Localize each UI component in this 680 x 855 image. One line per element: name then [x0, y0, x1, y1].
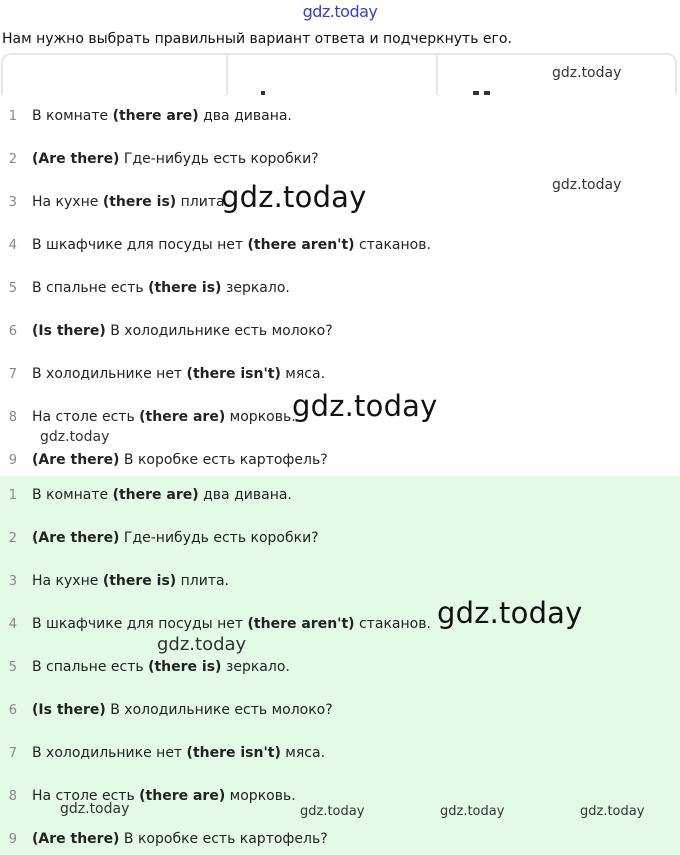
answer-option: (there isn't) [186, 366, 281, 382]
sentence-row [0, 406, 296, 428]
sentence-text: (Are there) В коробке есть картофель? [32, 452, 328, 468]
answer-option: (Is there) [32, 702, 106, 718]
watermark: gdz.today [300, 804, 365, 819]
sentence-number: 8 [8, 788, 17, 804]
answer-option: (there is) [102, 573, 177, 589]
sentence-row [0, 105, 292, 127]
sentence-text: В холодильнике нет (there isn't) мяса. [32, 745, 326, 761]
sentence-row [0, 191, 229, 213]
site-header-logo[interactable]: gdz.today [302, 2, 378, 21]
tab-divider [436, 55, 438, 97]
watermark: gdz.today [552, 65, 622, 81]
sentence-row [0, 656, 290, 678]
sentence-text: В комнате (there are) два дивана. [32, 108, 292, 124]
sentence-row [0, 484, 292, 506]
sentence-text: (Are there) Где-нибудь есть коробки? [32, 530, 319, 546]
sentence-text: В спальне есть (there is) зеркало. [32, 280, 290, 296]
sentence-text: В спальне есть (there is) зеркало. [32, 659, 290, 675]
sentence-text: В холодильнике нет (there isn't) мяса. [32, 366, 326, 382]
watermark: gdz.today [440, 804, 505, 819]
answer-option: (Is there) [32, 323, 106, 339]
watermark: gdz.today [60, 801, 130, 817]
sentence-number: 6 [8, 702, 17, 718]
answer-option: (there aren't) [247, 616, 355, 632]
sentence-number: 2 [8, 530, 17, 546]
answer-option: (there aren't) [247, 237, 355, 253]
sentence-number: 6 [8, 323, 17, 339]
sentence-number: 3 [8, 194, 17, 210]
sentence-row [0, 320, 333, 342]
sentence-number: 8 [8, 409, 17, 425]
watermark: gdz.today [221, 180, 367, 214]
answer-option: (Are there) [32, 831, 120, 847]
sentence-row [0, 148, 319, 170]
sentence-number: 7 [8, 366, 17, 382]
sentence-number: 5 [8, 280, 17, 296]
sentence-number: 4 [8, 616, 17, 632]
sentence-row [0, 699, 333, 721]
answer-option: (there is) [102, 194, 177, 210]
sentence-number: 7 [8, 745, 17, 761]
answer-option: (there isn't) [186, 745, 281, 761]
watermark: gdz.today [580, 804, 645, 819]
sentence-text: В комнате (there are) два дивана. [32, 487, 292, 503]
sentence-row [0, 828, 328, 850]
sentence-text: На столе есть (there are) морковь. [32, 788, 296, 804]
sentence-row [0, 277, 290, 299]
answer-option: (Are there) [32, 452, 120, 468]
sentence-text: На столе есть (there are) морковь. [32, 409, 296, 425]
watermark: gdz.today [292, 389, 438, 423]
sentence-text: (Are there) В коробке есть картофель? [32, 831, 328, 847]
sentence-row [0, 234, 431, 256]
sentence-number: 4 [8, 237, 17, 253]
answer-option: (Are there) [32, 530, 120, 546]
sentence-number: 5 [8, 659, 17, 675]
sentence-number: 1 [8, 487, 17, 503]
answer-option: (there is) [148, 280, 222, 296]
sentence-text: На кухне (there is) плита. [32, 573, 230, 589]
sentence-text: В шкафчике для посуды нет (there aren't) стаканов. [32, 616, 431, 632]
watermark: gdz.today [40, 429, 110, 445]
answer-option: (Are there) [32, 151, 120, 167]
watermark: gdz.today [552, 177, 622, 193]
sentence-row [0, 449, 328, 471]
sentence-row [0, 785, 296, 807]
answer-option: (there is) [148, 659, 222, 675]
sentence-row [0, 613, 431, 635]
sentence-text: В шкафчике для посуды нет (there aren't) стаканов. [32, 237, 431, 253]
sentence-row [0, 570, 229, 592]
answer-option: (there are) [139, 409, 226, 425]
sentence-row [0, 363, 325, 385]
sentence-row [0, 742, 325, 764]
watermark: gdz.today [437, 596, 583, 630]
answer-option: (there are) [112, 487, 199, 503]
sentence-text: (Is there) В холодильнике есть молоко? [32, 323, 333, 339]
sentence-number: 1 [8, 108, 17, 124]
sentence-text: На кухне (there is) плита. [32, 194, 230, 210]
sentence-text: (Is there) В холодильнике есть молоко? [32, 702, 333, 718]
sentence-number: 9 [8, 452, 17, 468]
answer-option: (there are) [139, 788, 226, 804]
tab-divider [226, 55, 228, 97]
sentence-row [0, 527, 319, 549]
sentence-number: 2 [8, 151, 17, 167]
watermark: gdz.today [157, 634, 247, 655]
sentence-number: 9 [8, 831, 17, 847]
task-instruction: Нам нужно выбрать правильный вариант ответа и подчеркнуть его. [2, 31, 512, 47]
answer-sentences [0, 476, 680, 855]
answer-option: (there are) [112, 108, 199, 124]
sentence-text: (Are there) Где-нибудь есть коробки? [32, 151, 319, 167]
sentence-number: 3 [8, 573, 17, 589]
